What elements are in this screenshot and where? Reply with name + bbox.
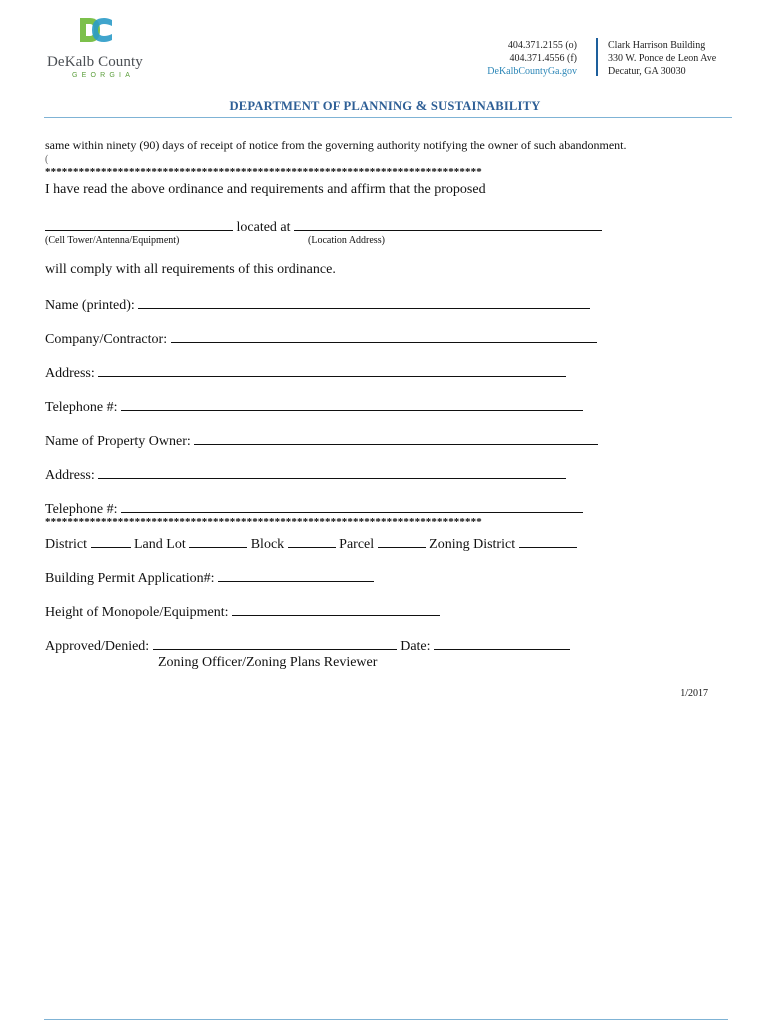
owner-row	[45, 431, 598, 450]
dept-title-part2: SUSTAINABILITY	[427, 99, 541, 113]
land-lot-field[interactable]	[189, 534, 247, 548]
parcel-field[interactable]	[378, 534, 426, 548]
location-caption: (Location Address)	[308, 235, 385, 246]
equipment-caption: (Cell Tower/Antenna/Equipment)	[45, 235, 180, 246]
header-rule	[44, 117, 732, 118]
owner-label: Name of Property Owner:	[45, 434, 191, 449]
company-label: Company/Contractor:	[45, 332, 168, 347]
address-street: 330 W. Ponce de Leon Ave	[608, 53, 717, 64]
reviewer-caption: Zoning Officer/Zoning Plans Reviewer	[158, 655, 378, 670]
block-field[interactable]	[288, 534, 336, 548]
footer-rule	[44, 1019, 728, 1020]
telephone-row-1	[45, 397, 583, 416]
department-title	[0, 99, 770, 115]
owner-field[interactable]	[194, 431, 598, 445]
name-printed-label: Name (printed):	[45, 298, 135, 313]
district-field[interactable]	[91, 534, 131, 548]
company-field[interactable]	[171, 329, 597, 343]
dept-title-amp: &	[415, 99, 428, 114]
land-lot-label: Land Lot	[134, 537, 186, 552]
address-city: Decatur, GA 30030	[608, 66, 686, 77]
address-label-2: Address:	[45, 468, 95, 483]
approved-label: Approved/Denied:	[45, 639, 150, 654]
block-label: Block	[250, 537, 285, 552]
permit-row	[45, 568, 374, 587]
telephone-field-2[interactable]	[121, 499, 583, 513]
header-divider	[596, 38, 598, 76]
parcel-info-row	[45, 534, 577, 553]
comply-statement: will comply with all requirements of this ordinance.	[45, 262, 336, 277]
district-label: District	[45, 537, 87, 552]
date-field[interactable]	[434, 636, 570, 650]
zoning-district-label: Zoning District	[429, 537, 516, 552]
address-building: Clark Harrison Building	[608, 40, 706, 51]
height-label: Height of Monopole/Equipment:	[45, 605, 229, 620]
telephone-label-2: Telephone #:	[45, 502, 118, 517]
telephone-field-1[interactable]	[121, 397, 583, 411]
equipment-location-line	[45, 217, 602, 236]
approval-row	[45, 636, 570, 655]
located-at-label: located at	[236, 220, 291, 235]
approved-field[interactable]	[153, 636, 397, 650]
address-field-2[interactable]	[98, 465, 566, 479]
parcel-label: Parcel	[339, 537, 375, 552]
logo-county-name: DeKalb County	[47, 54, 143, 70]
permit-label: Building Permit Application#:	[45, 571, 215, 586]
revision-date: 1/2017	[680, 688, 708, 699]
affirm-statement: I have read the above ordinance and requirements and affirm that the proposed	[45, 182, 486, 197]
address-field-1[interactable]	[98, 363, 566, 377]
intro-text: same within ninety (90) days of receipt of notice from the governing authority notifying the owner of such abandonment.	[45, 138, 627, 152]
name-printed-row	[45, 295, 590, 314]
address-label-1: Address:	[45, 366, 95, 381]
date-label: Date:	[400, 639, 431, 654]
address-row-1	[45, 363, 566, 382]
phone-office: 404.371.2155 (o)	[507, 40, 577, 51]
logo-state-name: GEORGIA	[72, 72, 135, 79]
equipment-field[interactable]	[45, 217, 233, 231]
dept-title-part1: DEPARTMENT OF PLANNING	[229, 99, 416, 113]
dekalb-logo-mark	[78, 16, 114, 53]
address-row-2	[45, 465, 566, 484]
separator-stars-1: ******************************************************************************	[45, 166, 482, 178]
website-link[interactable]: DeKalbCountyGa.gov	[487, 66, 577, 77]
separator-stars-2: ******************************************************************************	[45, 516, 482, 528]
permit-field[interactable]	[218, 568, 374, 582]
height-row	[45, 602, 440, 621]
contact-address	[608, 39, 716, 78]
paren-mark: (	[45, 154, 49, 165]
name-printed-field[interactable]	[138, 295, 590, 309]
phone-fax: 404.371.4556 (f)	[509, 53, 577, 64]
location-field[interactable]	[294, 217, 602, 231]
zoning-district-field[interactable]	[519, 534, 577, 548]
height-field[interactable]	[232, 602, 440, 616]
company-row	[45, 329, 597, 348]
telephone-label-1: Telephone #:	[45, 400, 118, 415]
contact-phones	[487, 39, 577, 78]
